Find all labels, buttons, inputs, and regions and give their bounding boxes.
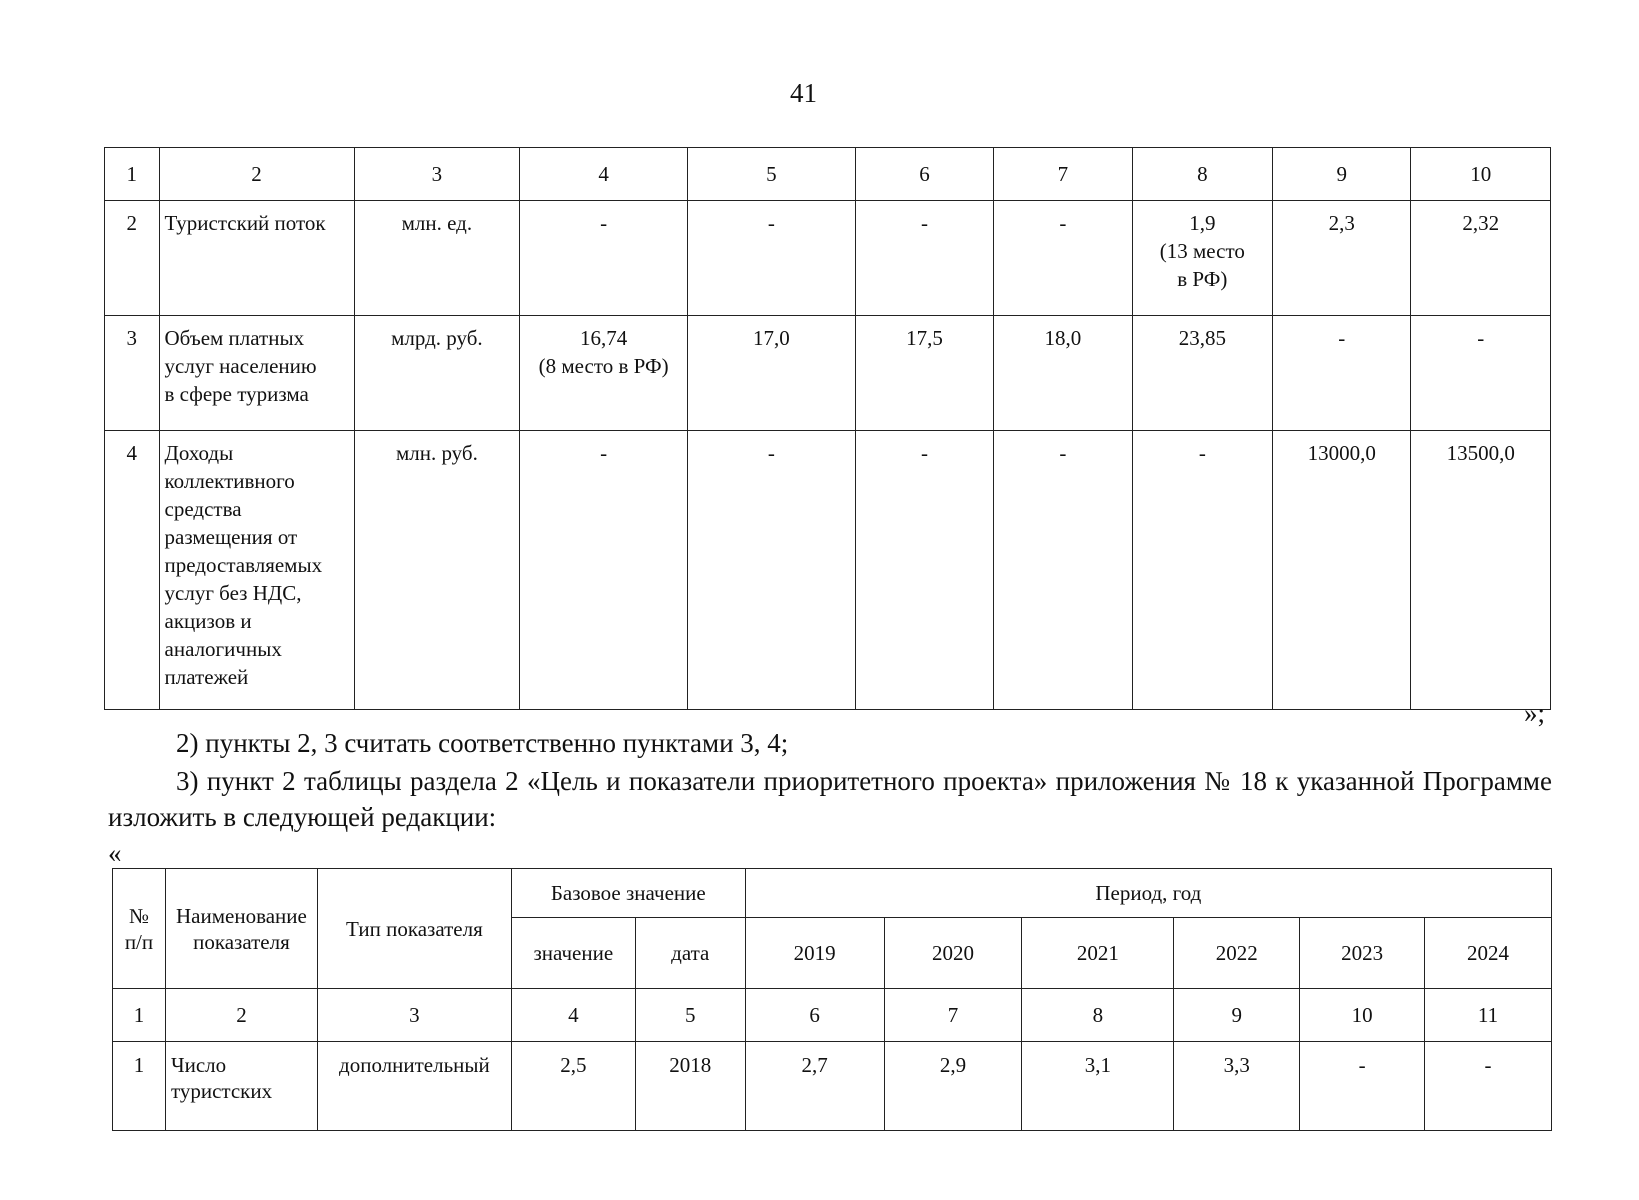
- table-cell: -: [687, 201, 855, 316]
- table-cell: млрд. руб.: [354, 316, 520, 431]
- header-cell-period-group: Период, год: [745, 869, 1551, 918]
- header-cell: 3: [354, 148, 520, 201]
- header-cell: 6: [855, 148, 993, 201]
- table-cell: 2: [165, 989, 317, 1042]
- table-cell: -: [520, 201, 688, 316]
- table-cell: -: [855, 431, 993, 710]
- table-cell: 7: [884, 989, 1022, 1042]
- table-cell: 2,9: [884, 1042, 1022, 1131]
- table-number-row: [113, 989, 1552, 1042]
- table-cell: -: [1273, 316, 1411, 431]
- opening-quote: «: [108, 838, 122, 868]
- header-cell-base-date: дата: [635, 918, 745, 989]
- header-cell: 8: [1132, 148, 1273, 201]
- table-cell: Объем платных услуг населению в сфере туризма: [159, 316, 354, 431]
- table-cell: 3: [317, 989, 511, 1042]
- paragraph-item-2: 2) пункты 2, 3 считать соответственно пунктами 3, 4;: [176, 728, 789, 758]
- header-cell-number: № п/п: [113, 869, 166, 989]
- table-cell: -: [1132, 431, 1273, 710]
- table-row: [105, 316, 1551, 431]
- table-cell: 5: [635, 989, 745, 1042]
- table-header-row: [105, 148, 1551, 201]
- table-header-row: [113, 869, 1552, 918]
- header-cell-year: 2020: [884, 918, 1022, 989]
- table-cell: 18,0: [994, 316, 1132, 431]
- header-cell-year: 2023: [1300, 918, 1425, 989]
- closing-quote: »;: [1524, 698, 1546, 728]
- header-cell: 9: [1273, 148, 1411, 201]
- header-cell-base-group: Базовое значение: [511, 869, 745, 918]
- table-cell: 2018: [635, 1042, 745, 1131]
- table-cell: 23,85: [1132, 316, 1273, 431]
- header-cell-type: Тип показателя: [317, 869, 511, 989]
- table-cell: -: [994, 201, 1132, 316]
- header-cell-year: 2021: [1022, 918, 1174, 989]
- table-cell: 8: [1022, 989, 1174, 1042]
- paragraph-item-3: 3) пункт 2 таблицы раздела 2 «Цель и показатели приоритетного проекта» приложения № 18 к указанной Программе изложить в следующей редакции:: [108, 766, 1552, 832]
- table-cell: -: [1425, 1042, 1552, 1131]
- header-cell-name: Наименование показателя: [165, 869, 317, 989]
- header-cell-base-value: значение: [511, 918, 635, 989]
- table-cell: 10: [1300, 989, 1425, 1042]
- header-cell: 10: [1411, 148, 1551, 201]
- table-row: [113, 1042, 1552, 1131]
- table-cell: 2,3: [1273, 201, 1411, 316]
- table-cell: дополнительный: [317, 1042, 511, 1131]
- goal-indicators-table: [112, 868, 1552, 1131]
- table-cell: 16,74 (8 место в РФ): [520, 316, 688, 431]
- table-cell: Доходы коллективного средства размещения от предоставляемых услуг без НДС, акцизов и аналогичных платежей: [159, 431, 354, 710]
- header-cell: 1: [105, 148, 160, 201]
- table-cell: 2: [105, 201, 160, 316]
- table-cell: -: [994, 431, 1132, 710]
- table-cell: 17,0: [687, 316, 855, 431]
- table-cell: 2,5: [511, 1042, 635, 1131]
- table-cell: 1: [113, 989, 166, 1042]
- table-cell: -: [520, 431, 688, 710]
- table-cell: 4: [511, 989, 635, 1042]
- table-cell: 3,1: [1022, 1042, 1174, 1131]
- indicators-table: [104, 147, 1551, 710]
- table-cell: -: [1411, 316, 1551, 431]
- table-row: [105, 201, 1551, 316]
- table-cell: 11: [1425, 989, 1552, 1042]
- table-cell: 2,32: [1411, 201, 1551, 316]
- table-cell: -: [855, 201, 993, 316]
- table-cell: 9: [1174, 989, 1300, 1042]
- table-row: [105, 431, 1551, 710]
- table-cell: -: [1300, 1042, 1425, 1131]
- table-cell: 4: [105, 431, 160, 710]
- table-cell: 3,3: [1174, 1042, 1300, 1131]
- table-cell: 6: [745, 989, 884, 1042]
- table-cell: Число туристских: [165, 1042, 317, 1131]
- table-cell: 13000,0: [1273, 431, 1411, 710]
- header-cell: 4: [520, 148, 688, 201]
- table-cell: 3: [105, 316, 160, 431]
- table-cell: 2,7: [745, 1042, 884, 1131]
- table-cell: 17,5: [855, 316, 993, 431]
- table-cell: млн. ед.: [354, 201, 520, 316]
- header-cell: 5: [687, 148, 855, 201]
- table-cell: 13500,0: [1411, 431, 1551, 710]
- header-cell-year: 2019: [745, 918, 884, 989]
- header-cell-year: 2022: [1174, 918, 1300, 989]
- table-cell: Туристский поток: [159, 201, 354, 316]
- header-cell-year: 2024: [1425, 918, 1552, 989]
- table-cell: 1,9 (13 место в РФ): [1132, 201, 1273, 316]
- table-cell: -: [687, 431, 855, 710]
- page-number: 41: [790, 78, 817, 108]
- header-cell: 2: [159, 148, 354, 201]
- table-cell: 1: [113, 1042, 166, 1131]
- header-cell: 7: [994, 148, 1132, 201]
- table-cell: млн. руб.: [354, 431, 520, 710]
